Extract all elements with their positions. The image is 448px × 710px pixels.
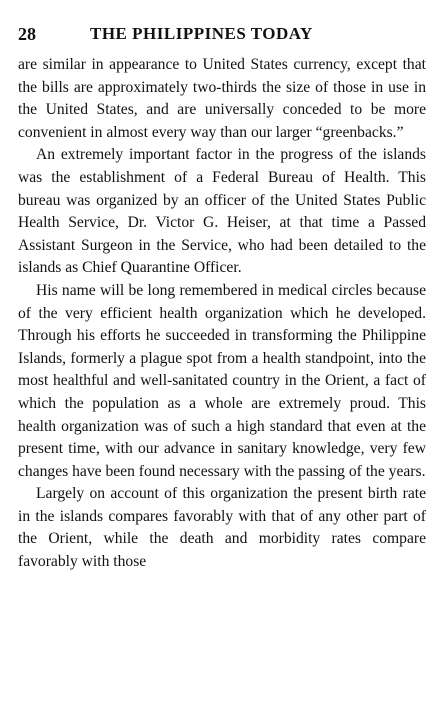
paragraph-heiser-legacy: His name will be long remembered in medical circles because of the very efficient health organization which he developed. Through his efforts he succeeded in transforming the Philippine Islands, formerly a plague spot from a health standpoint, into the most healthful and well-sanitated country in the Orient, a fact of which the population as a whole are extremely proud. This health organization was of such a high standard that even at the present time, with our advance in sanitary knowledge, very few changes have been found necessary with the passing of the years. (18, 281, 426, 480)
page-header (18, 24, 426, 46)
paragraph-bureau-of-health: An extremely important factor in the progress of the islands was the establishment of a Federal Bureau of Health. This bureau was organized by an officer of the United States Public Health Service, Dr. Victor G. Heiser, at that time a Passed Assistant Surgeon in the Service, who had been detailed to the islands as Chief Quarantine Officer. (18, 146, 426, 277)
page-number: 28 (18, 24, 36, 44)
paragraph-continued: are similar in appearance to United States currency, except that the bills are approximately two-thirds the size of those in use in the United States, and are universally conceded to be more convenient in almost every way than our larger “greenbacks.” (18, 56, 426, 141)
paragraph-birth-rate: Largely on account of this organization the present birth rate in the islands compares favorably with that of any other part of the Orient, while the death and morbidity rates compare favorably with those (18, 485, 426, 571)
body-text (18, 54, 426, 574)
running-title: THE PHILIPPINES TODAY (90, 24, 313, 43)
